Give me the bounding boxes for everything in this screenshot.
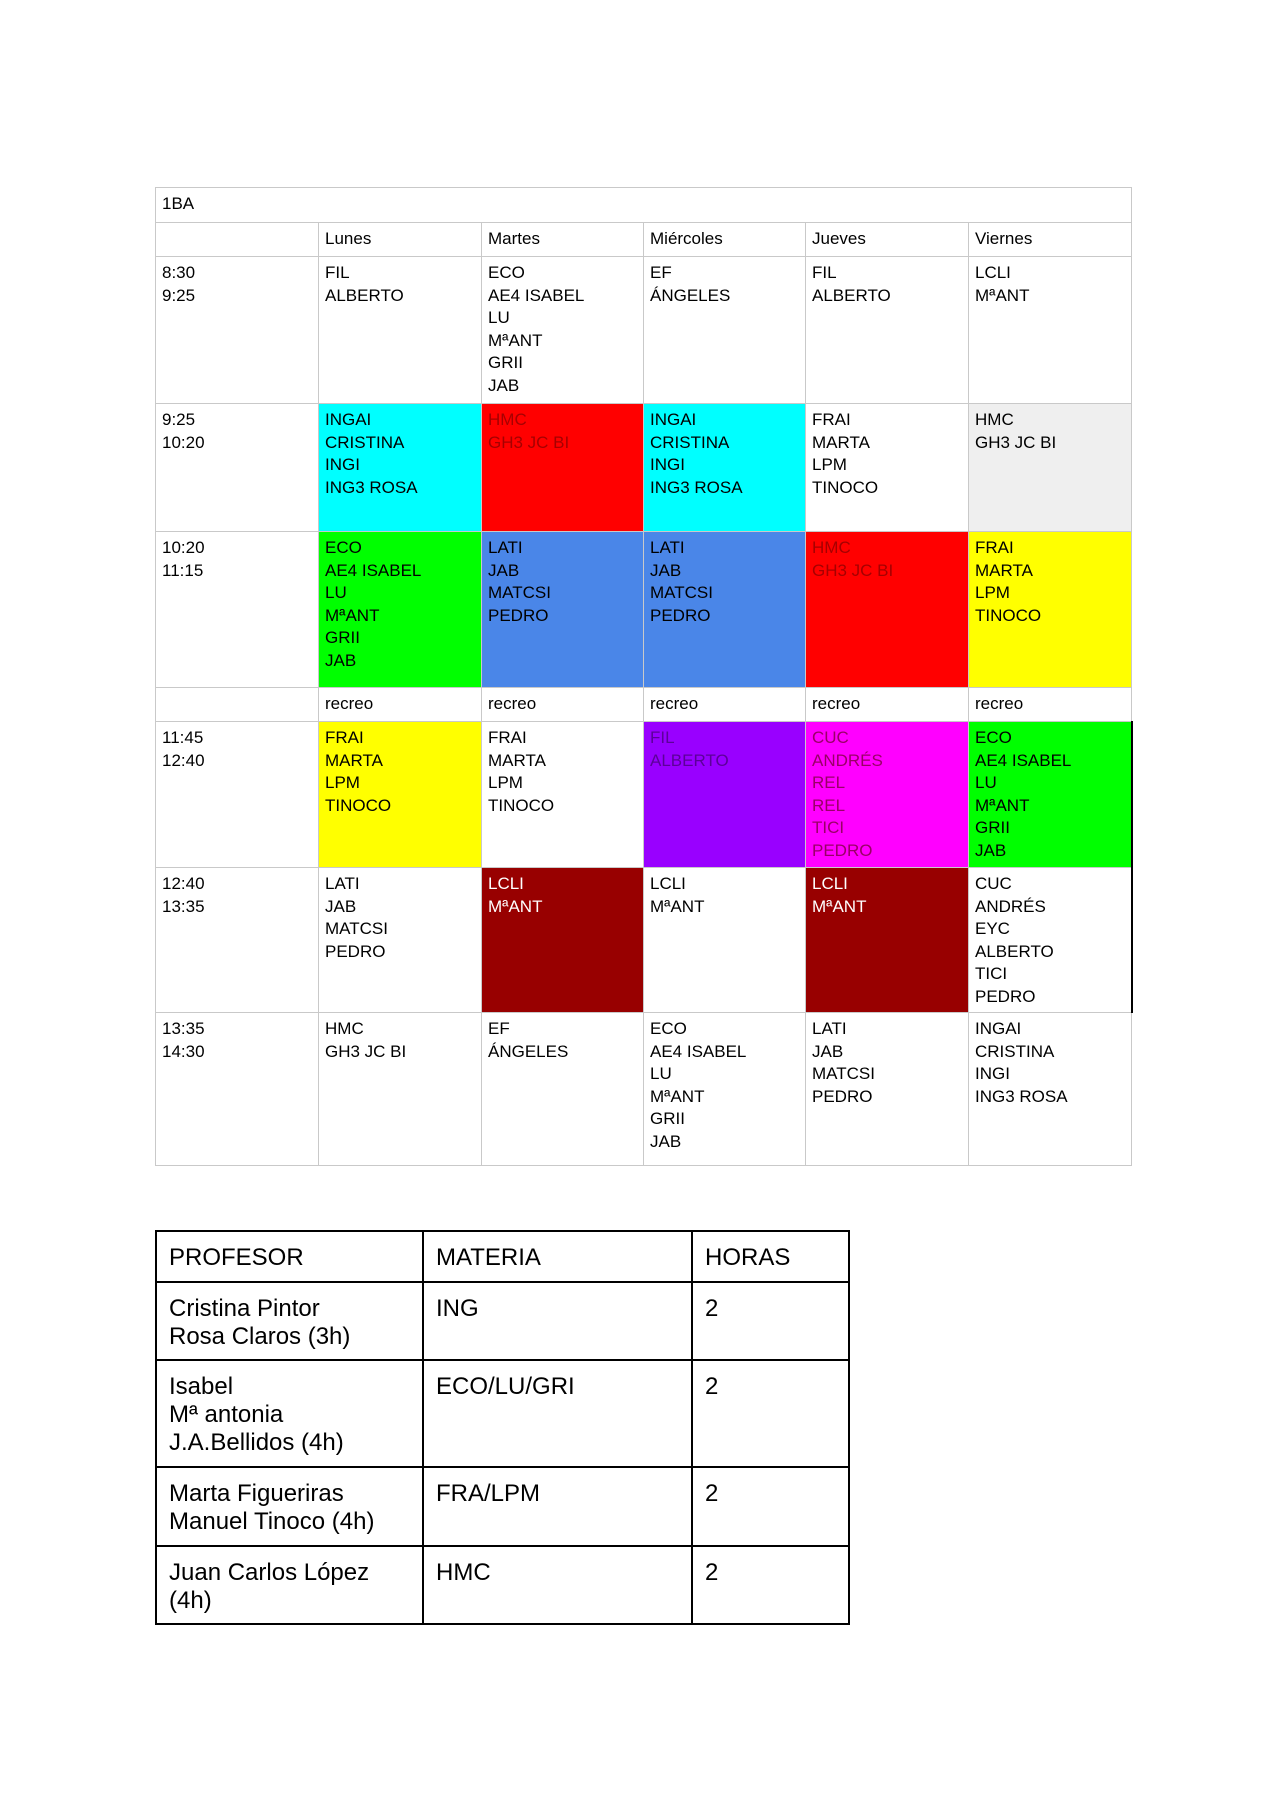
teacher-name: Cristina Pintor [169, 1295, 320, 1322]
slot-line: CUC [975, 874, 1012, 893]
slot-miercoles [644, 257, 806, 404]
slot-line: GRII [975, 818, 1010, 838]
slot-line: TINOCO [325, 795, 392, 815]
slot-line: LPM [325, 773, 360, 793]
slot-line: GH3 JC BI [975, 432, 1057, 452]
slot-line: MATCSI [488, 583, 551, 603]
slot-line: PEDRO [812, 840, 873, 860]
slot-line: FIL [650, 728, 675, 747]
slot-line: MªANT [975, 795, 1030, 815]
slot-line: GRII [488, 353, 523, 373]
slot-viernes [969, 532, 1132, 688]
break-label: recreo [325, 694, 374, 713]
days-header-row [156, 223, 1132, 257]
slot-viernes [969, 868, 1132, 1013]
slot-jueves [806, 532, 969, 688]
slot-line: LCLI [488, 874, 524, 893]
slot-line: FRAI [975, 538, 1014, 557]
subject: ING [423, 1282, 692, 1360]
teachers-row [156, 1546, 849, 1624]
slot-line: ECO [975, 728, 1012, 747]
time-start: 13:35 [162, 1019, 205, 1038]
slot-line: LU [488, 308, 510, 328]
slot-line: GH3 JC BI [812, 560, 894, 580]
slot-line: CUC [812, 728, 849, 747]
subject: FRA/LPM [423, 1467, 692, 1546]
slot-line: ECO [325, 538, 362, 557]
day-header-viernes [969, 223, 1132, 257]
teacher-name: Isabel [169, 1373, 234, 1400]
teacher-names [156, 1282, 423, 1360]
schedule-row [156, 257, 1132, 404]
break-label: recreo [488, 694, 537, 713]
slot-miercoles [644, 532, 806, 688]
slot-line: LCLI [975, 263, 1011, 282]
break-row [156, 688, 1132, 722]
slot-line: PEDRO [975, 986, 1036, 1006]
slot-line: TINOCO [975, 605, 1042, 625]
slot-martes [482, 1013, 644, 1166]
teachers-header-row [156, 1231, 849, 1282]
subject: HMC [423, 1546, 692, 1624]
header-horas: HORAS [692, 1231, 849, 1282]
time-start: 10:20 [162, 538, 205, 557]
break-label: recreo [812, 694, 861, 713]
time-end: 11:15 [162, 560, 204, 580]
slot-martes [482, 532, 644, 688]
slot-line: MATCSI [812, 1064, 875, 1084]
slot-line: INGAI [975, 1019, 1022, 1038]
time-start: 8:30 [162, 263, 196, 282]
teachers-row [156, 1282, 849, 1360]
day-label: Viernes [975, 229, 1033, 248]
slot-line: ING3 ROSA [650, 477, 743, 497]
header-materia: MATERIA [423, 1231, 692, 1282]
teacher-name: (4h) [169, 1587, 212, 1614]
teacher-names [156, 1360, 423, 1467]
slot-line: INGI [325, 455, 360, 475]
slot-line: FIL [812, 263, 837, 282]
slot-line: LU [975, 773, 997, 793]
slot-line: MªANT [488, 896, 543, 916]
slot-line: MARTA [812, 432, 870, 452]
slot-line: AE4 ISABEL [488, 285, 585, 305]
slot-line: ÁNGELES [488, 1041, 569, 1061]
schedule-row [156, 1013, 1132, 1166]
slot-line: LATI [650, 538, 685, 557]
time-cell [156, 688, 319, 722]
slot-lunes [319, 868, 482, 1013]
slot-line: ECO [650, 1019, 687, 1038]
slot-viernes [969, 722, 1132, 868]
day-header-martes [482, 223, 644, 257]
teachers-row [156, 1467, 849, 1546]
slot-line: LU [325, 583, 347, 603]
slot-miercoles [644, 722, 806, 868]
slot-martes [482, 688, 644, 722]
slot-line: HMC [812, 538, 851, 557]
slot-lunes [319, 688, 482, 722]
slot-line: MªANT [325, 605, 380, 625]
schedule-title-row [156, 188, 1132, 223]
slot-line: ECO [488, 263, 525, 282]
slot-line: TICI [812, 818, 845, 838]
slot-line: MªANT [975, 285, 1030, 305]
teacher-name: Marta Figueriras [169, 1480, 344, 1507]
slot-line: HMC [975, 410, 1014, 429]
slot-line: ANDRÉS [812, 750, 883, 770]
slot-jueves [806, 868, 969, 1013]
time-cell [156, 532, 319, 688]
schedule-title-cell [156, 188, 1132, 223]
time-end: 9:25 [162, 285, 196, 305]
day-label: Lunes [325, 229, 372, 248]
day-label: Miércoles [650, 229, 723, 248]
time-start: 9:25 [162, 410, 196, 429]
slot-line: HMC [325, 1019, 364, 1038]
slot-line: JAB [325, 650, 357, 670]
slot-line: TINOCO [812, 477, 879, 497]
slot-line: JAB [325, 896, 357, 916]
teacher-names [156, 1546, 423, 1624]
time-cell [156, 404, 319, 532]
slot-line: JAB [650, 1131, 682, 1151]
schedule-row [156, 404, 1132, 532]
teacher-name: Rosa Claros (3h) [169, 1323, 351, 1350]
slot-line: CRISTINA [325, 432, 405, 452]
schedule-row [156, 532, 1132, 688]
slot-lunes [319, 404, 482, 532]
slot-lunes [319, 722, 482, 868]
slot-line: JAB [488, 375, 520, 395]
slot-line: MARTA [325, 750, 383, 770]
slot-line: FRAI [488, 728, 527, 747]
slot-line: ALBERTO [650, 750, 729, 770]
slot-jueves [806, 722, 969, 868]
slot-jueves [806, 257, 969, 404]
slot-line: INGI [975, 1064, 1010, 1084]
slot-line: JAB [650, 560, 682, 580]
time-cell [156, 868, 319, 1013]
slot-lunes [319, 532, 482, 688]
slot-martes [482, 868, 644, 1013]
slot-line: ANDRÉS [975, 896, 1046, 916]
teacher-name: Juan Carlos López [169, 1559, 370, 1586]
slot-martes [482, 404, 644, 532]
slot-line: PEDRO [812, 1086, 873, 1106]
slot-line: AE4 ISABEL [975, 750, 1072, 770]
slot-martes [482, 722, 644, 868]
slot-line: ALBERTO [975, 941, 1054, 961]
time-end: 13:35 [162, 896, 205, 916]
slot-line: LATI [488, 538, 523, 557]
slot-line: MATCSI [325, 919, 388, 939]
slot-line: LATI [812, 1019, 847, 1038]
time-end: 10:20 [162, 432, 205, 452]
teacher-name: Manuel Tinoco (4h) [169, 1508, 375, 1535]
slot-line: CRISTINA [975, 1041, 1055, 1061]
slot-line: ALBERTO [812, 285, 891, 305]
time-end: 12:40 [162, 750, 205, 770]
slot-line: EF [488, 1019, 510, 1038]
slot-line: MªANT [650, 896, 705, 916]
slot-line: REL [812, 773, 846, 793]
hours: 2 [692, 1467, 849, 1546]
slot-line: ING3 ROSA [325, 477, 418, 497]
time-cell [156, 722, 319, 868]
slot-line: LPM [488, 773, 523, 793]
slot-line: INGI [650, 455, 685, 475]
slot-line: LATI [325, 874, 360, 893]
slot-lunes [319, 257, 482, 404]
slot-miercoles [644, 1013, 806, 1166]
slot-line: PEDRO [488, 605, 549, 625]
day-label: Martes [488, 229, 540, 248]
slot-line: MARTA [975, 560, 1033, 580]
slot-line: EF [650, 263, 672, 282]
time-cell [156, 1013, 319, 1166]
subject: ECO/LU/GRI [423, 1360, 692, 1467]
slot-line: INGAI [325, 410, 372, 429]
slot-viernes [969, 257, 1132, 404]
slot-line: MATCSI [650, 583, 713, 603]
slot-line: LCLI [650, 874, 686, 893]
teacher-name: J.A.Bellidos (4h) [169, 1429, 344, 1456]
slot-line: LU [650, 1064, 672, 1084]
slot-line: MARTA [488, 750, 546, 770]
corner-cell [156, 223, 319, 257]
slot-viernes [969, 1013, 1132, 1166]
slot-miercoles [644, 404, 806, 532]
slot-line: LPM [975, 583, 1010, 603]
slot-line: GH3 JC BI [488, 432, 570, 452]
hours: 2 [692, 1282, 849, 1360]
day-header-lunes [319, 223, 482, 257]
slot-line: EYC [975, 919, 1010, 939]
slot-line: ALBERTO [325, 285, 404, 305]
day-label: Jueves [812, 229, 866, 248]
time-end: 14:30 [162, 1041, 205, 1061]
day-header-jueves [806, 223, 969, 257]
slot-line: GRII [650, 1109, 685, 1129]
teacher-names [156, 1467, 423, 1546]
slot-lunes [319, 1013, 482, 1166]
slot-line: JAB [975, 840, 1007, 860]
slot-line: MªANT [650, 1086, 705, 1106]
slot-line: LPM [812, 455, 847, 475]
teachers-row [156, 1360, 849, 1467]
break-label: recreo [975, 694, 1024, 713]
slot-line: AE4 ISABEL [650, 1041, 747, 1061]
slot-line: GRII [325, 628, 360, 648]
slot-line: JAB [488, 560, 520, 580]
hours: 2 [692, 1360, 849, 1467]
schedule-row [156, 722, 1132, 868]
slot-miercoles [644, 688, 806, 722]
time-cell [156, 257, 319, 404]
hours: 2 [692, 1546, 849, 1624]
day-header-miercoles [644, 223, 806, 257]
slot-jueves [806, 1013, 969, 1166]
slot-line: HMC [488, 410, 527, 429]
slot-line: ING3 ROSA [975, 1086, 1068, 1106]
time-start: 12:40 [162, 874, 205, 893]
slot-miercoles [644, 868, 806, 1013]
slot-line: TICI [975, 964, 1008, 984]
slot-line: FIL [325, 263, 350, 282]
slot-line: MªANT [812, 896, 867, 916]
slot-line: TINOCO [488, 795, 555, 815]
slot-line: MªANT [488, 330, 543, 350]
slot-line: CRISTINA [650, 432, 730, 452]
schedule-table [155, 187, 1133, 1166]
slot-martes [482, 257, 644, 404]
schedule-row [156, 868, 1132, 1013]
header-profesor: PROFESOR [156, 1231, 423, 1282]
slot-jueves [806, 688, 969, 722]
slot-line: AE4 ISABEL [325, 560, 422, 580]
teachers-table [155, 1230, 850, 1625]
slot-line: FRAI [812, 410, 851, 429]
slot-viernes [969, 404, 1132, 532]
slot-line: FRAI [325, 728, 364, 747]
schedule-title: 1BA [162, 194, 195, 213]
slot-line: ÁNGELES [650, 285, 731, 305]
slot-line: PEDRO [650, 605, 711, 625]
slot-line: INGAI [650, 410, 697, 429]
slot-line: GH3 JC BI [325, 1041, 407, 1061]
slot-line: LCLI [812, 874, 848, 893]
slot-jueves [806, 404, 969, 532]
slot-line: REL [812, 795, 846, 815]
slot-viernes [969, 688, 1132, 722]
slot-line: PEDRO [325, 941, 386, 961]
time-start: 11:45 [162, 728, 204, 747]
teacher-name: Mª antonia [169, 1401, 284, 1428]
break-label: recreo [650, 694, 699, 713]
slot-line: JAB [812, 1041, 844, 1061]
